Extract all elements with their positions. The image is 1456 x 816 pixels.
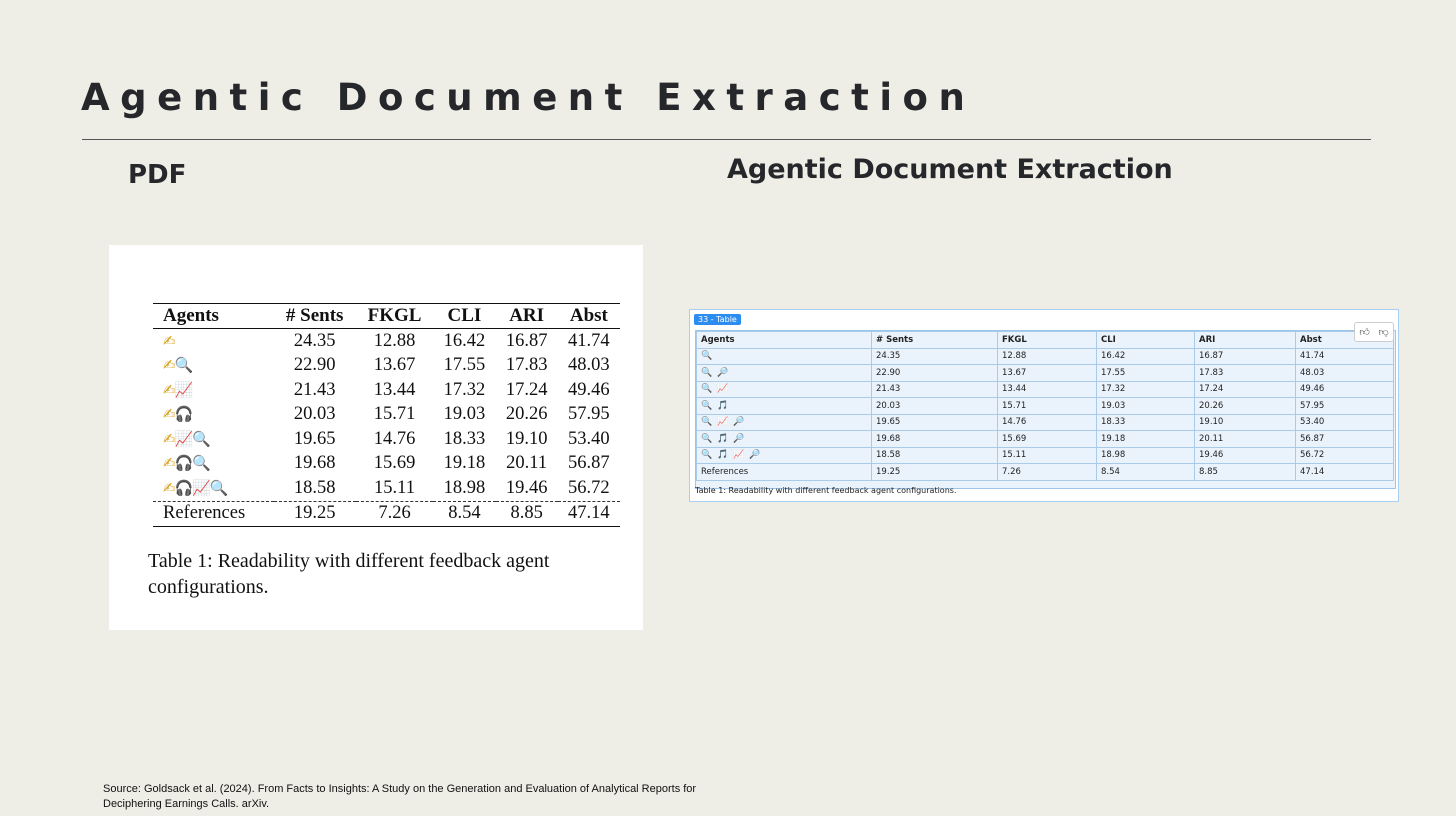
ade-value-cell: 17.32 bbox=[1097, 381, 1195, 398]
pdf-table-row bbox=[153, 329, 620, 354]
ade-value-cell: 19.10 bbox=[1195, 414, 1296, 431]
ade-value-cell: 21.43 bbox=[872, 381, 998, 398]
ade-agents-cell bbox=[697, 431, 872, 448]
pdf-value-cell: 8.54 bbox=[448, 503, 481, 524]
pdf-agent-icons: ✍📈 bbox=[163, 380, 193, 399]
pdf-value-cell: 15.11 bbox=[374, 477, 415, 498]
ade-value-cell: 7.26 bbox=[998, 464, 1097, 481]
pdf-value-cell: 48.03 bbox=[568, 355, 610, 376]
title-divider bbox=[82, 139, 1371, 140]
feedback-buttons bbox=[1354, 322, 1394, 342]
pdf-heading: PDF bbox=[128, 160, 187, 190]
source-citation: Source: Goldsack et al. (2024). From Facts to Insights: A Study on the Generation and Evaluation of Analytical Reports for Deciphering Earnings Calls. arXiv. bbox=[103, 783, 697, 810]
pdf-agent-icons: ✍📈🔍 bbox=[163, 429, 210, 448]
pdf-table-row bbox=[153, 354, 620, 379]
pdf-value-cell: 8.85 bbox=[510, 503, 543, 524]
pdf-table-caption: Table 1: Readability with different feedback agent configurations. bbox=[148, 550, 550, 598]
ade-value-cell: 19.68 bbox=[872, 431, 998, 448]
pdf-value-cell: 18.58 bbox=[293, 477, 336, 498]
ade-value-cell: 47.14 bbox=[1296, 464, 1394, 481]
pdf-value-cell: 13.44 bbox=[373, 379, 416, 400]
ade-value-cell: 18.33 bbox=[1097, 414, 1195, 431]
ade-table-row bbox=[697, 464, 1394, 481]
ade-row-label: References bbox=[701, 466, 749, 477]
ade-col-header: # Sents bbox=[872, 332, 998, 349]
pdf-agent-icons: ✍🔍 bbox=[163, 356, 193, 375]
ade-value-cell: 19.65 bbox=[872, 414, 998, 431]
pdf-value-cell: 21.43 bbox=[293, 379, 336, 400]
ade-value-cell: 48.03 bbox=[1296, 365, 1394, 382]
ade-value-cell: 19.03 bbox=[1097, 398, 1195, 415]
pdf-value-cell: 17.83 bbox=[505, 355, 548, 376]
ade-value-cell: 53.40 bbox=[1296, 414, 1394, 431]
ade-agents-cell bbox=[697, 464, 872, 481]
pdf-value-cell: 19.18 bbox=[443, 453, 486, 474]
pdf-table-row bbox=[153, 378, 620, 403]
ade-table-caption: Table 1: Readability with different feedback agent configurations. bbox=[695, 486, 957, 495]
ade-agent-icons: 🔍 🎵 🔎 bbox=[701, 433, 746, 444]
pdf-col-header: # Sents bbox=[285, 305, 344, 326]
ade-value-cell: 19.46 bbox=[1195, 447, 1296, 464]
thumbs-down-icon[interactable]: 👎︎ bbox=[1378, 327, 1389, 338]
pdf-table-row bbox=[153, 452, 620, 477]
ade-value-cell: 8.85 bbox=[1195, 464, 1296, 481]
pdf-agents-cell bbox=[153, 452, 274, 477]
ade-value-cell: 15.11 bbox=[998, 447, 1097, 464]
pdf-image-panel bbox=[109, 245, 643, 630]
pdf-table-row bbox=[153, 427, 620, 452]
ade-table-row bbox=[697, 365, 1394, 382]
ade-value-cell: 18.58 bbox=[872, 447, 998, 464]
pdf-col-header: Agents bbox=[163, 305, 219, 326]
ade-agents-cell bbox=[697, 398, 872, 415]
ade-table-header-row bbox=[697, 332, 1394, 349]
ade-col-header: FKGL bbox=[998, 332, 1097, 349]
pdf-value-cell: 17.55 bbox=[443, 355, 486, 376]
pdf-agents-cell bbox=[153, 476, 274, 501]
pdf-agent-icons: ✍🎧📈🔍 bbox=[163, 478, 228, 497]
pdf-value-cell: 18.98 bbox=[443, 477, 486, 498]
ade-agent-icons: 🔍 bbox=[701, 351, 714, 362]
ade-value-cell: 20.26 bbox=[1195, 398, 1296, 415]
pdf-agents-cell bbox=[153, 501, 274, 527]
pdf-table-header-row bbox=[153, 304, 620, 329]
pdf-value-cell: 53.40 bbox=[568, 428, 610, 449]
ade-col-header: Agents bbox=[697, 332, 872, 349]
pdf-agents-cell bbox=[153, 329, 274, 354]
ade-table bbox=[696, 331, 1394, 481]
ade-agent-icons: 🔍 🔎 bbox=[701, 367, 730, 378]
pdf-agents-cell bbox=[153, 427, 274, 452]
pdf-value-cell: 56.87 bbox=[568, 453, 610, 474]
ade-agents-cell bbox=[697, 381, 872, 398]
thumbs-up-icon[interactable]: 👍︎ bbox=[1359, 327, 1370, 338]
ade-agent-icons: 🔍 📈 🔎 bbox=[701, 417, 746, 428]
pdf-value-cell: 19.68 bbox=[293, 453, 336, 474]
ade-value-cell: 57.95 bbox=[1296, 398, 1394, 415]
ade-col-header: Abst bbox=[1296, 332, 1394, 349]
ade-table-row bbox=[697, 381, 1394, 398]
ade-value-cell: 17.83 bbox=[1195, 365, 1296, 382]
ade-value-cell: 20.11 bbox=[1195, 431, 1296, 448]
pdf-value-cell: 57.95 bbox=[568, 404, 610, 425]
pdf-row-label: References bbox=[163, 503, 246, 524]
pdf-value-cell: 47.14 bbox=[568, 503, 610, 524]
pdf-agents-cell bbox=[153, 378, 274, 403]
pdf-col-header: FKGL bbox=[367, 305, 422, 326]
pdf-value-cell: 22.90 bbox=[293, 355, 336, 376]
ade-value-cell: 18.98 bbox=[1097, 447, 1195, 464]
pdf-value-cell: 17.24 bbox=[505, 379, 548, 400]
pdf-value-cell: 12.88 bbox=[373, 330, 416, 351]
pdf-agents-cell bbox=[153, 403, 274, 428]
pdf-table-row bbox=[153, 403, 620, 428]
pdf-value-cell: 17.32 bbox=[443, 379, 486, 400]
ade-table-row bbox=[697, 414, 1394, 431]
ade-output-panel bbox=[689, 309, 1399, 502]
ade-value-cell: 41.74 bbox=[1296, 348, 1394, 365]
pdf-table-row bbox=[153, 501, 620, 527]
ade-value-cell: 12.88 bbox=[998, 348, 1097, 365]
ade-agents-cell bbox=[697, 365, 872, 382]
pdf-table-row bbox=[153, 476, 620, 501]
ade-heading: Agentic Document Extraction bbox=[727, 154, 1173, 185]
ade-table-row bbox=[697, 447, 1394, 464]
pdf-value-cell: 49.46 bbox=[568, 379, 610, 400]
pdf-value-cell: 15.69 bbox=[373, 453, 416, 474]
ade-value-cell: 17.24 bbox=[1195, 381, 1296, 398]
ade-table-row bbox=[697, 398, 1394, 415]
pdf-agent-icons: ✍ bbox=[163, 331, 175, 350]
ade-value-cell: 14.76 bbox=[998, 414, 1097, 431]
ade-agent-icons: 🔍 🎵 📈 🔎 bbox=[701, 450, 762, 461]
pdf-value-cell: 19.10 bbox=[505, 428, 548, 449]
ade-value-cell: 16.42 bbox=[1097, 348, 1195, 365]
ade-col-header: ARI bbox=[1195, 332, 1296, 349]
pdf-value-cell: 14.76 bbox=[373, 428, 416, 449]
pdf-value-cell: 16.87 bbox=[505, 330, 548, 351]
ade-value-cell: 56.72 bbox=[1296, 447, 1394, 464]
ade-value-cell: 15.69 bbox=[998, 431, 1097, 448]
ade-value-cell: 19.18 bbox=[1097, 431, 1195, 448]
pdf-col-header: CLI bbox=[447, 305, 482, 326]
pdf-value-cell: 56.72 bbox=[568, 477, 610, 498]
ade-value-cell: 17.55 bbox=[1097, 365, 1195, 382]
pdf-value-cell: 19.03 bbox=[443, 404, 486, 425]
ade-value-cell: 49.46 bbox=[1296, 381, 1394, 398]
ade-agent-icons: 🔍 🎵 bbox=[701, 400, 730, 411]
pdf-value-cell: 18.33 bbox=[443, 428, 486, 449]
ade-agents-cell bbox=[697, 414, 872, 431]
ade-agents-cell bbox=[697, 348, 872, 365]
pdf-value-cell: 19.25 bbox=[293, 503, 336, 524]
ade-table-row bbox=[697, 348, 1394, 365]
pdf-col-header: ARI bbox=[509, 305, 545, 326]
ade-value-cell: 20.03 bbox=[872, 398, 998, 415]
pdf-agents-cell bbox=[153, 354, 274, 379]
pdf-table bbox=[153, 303, 620, 527]
ade-table-chunk[interactable] bbox=[695, 330, 1396, 489]
ade-value-cell: 56.87 bbox=[1296, 431, 1394, 448]
pdf-value-cell: 15.71 bbox=[373, 404, 416, 425]
pdf-value-cell: 41.74 bbox=[568, 330, 610, 351]
chunk-badge[interactable]: 33 - Table bbox=[694, 314, 741, 325]
pdf-value-cell: 13.67 bbox=[373, 355, 416, 376]
pdf-value-cell: 19.65 bbox=[293, 428, 336, 449]
ade-col-header: CLI bbox=[1097, 332, 1195, 349]
pdf-value-cell: 20.26 bbox=[505, 404, 548, 425]
pdf-value-cell: 20.11 bbox=[506, 453, 548, 474]
pdf-value-cell: 7.26 bbox=[378, 503, 411, 524]
ade-value-cell: 13.44 bbox=[998, 381, 1097, 398]
ade-agent-icons: 🔍 📈 bbox=[701, 384, 730, 395]
pdf-agent-icons: ✍🎧 bbox=[163, 405, 193, 424]
ade-value-cell: 13.67 bbox=[998, 365, 1097, 382]
ade-value-cell: 15.71 bbox=[998, 398, 1097, 415]
pdf-value-cell: 19.46 bbox=[505, 477, 548, 498]
ade-table-row bbox=[697, 431, 1394, 448]
ade-value-cell: 8.54 bbox=[1097, 464, 1195, 481]
ade-value-cell: 24.35 bbox=[872, 348, 998, 365]
pdf-value-cell: 20.03 bbox=[293, 404, 336, 425]
ade-value-cell: 19.25 bbox=[872, 464, 998, 481]
pdf-agent-icons: ✍🎧🔍 bbox=[163, 454, 210, 473]
slide-title: Agentic Document Extraction bbox=[81, 76, 976, 119]
pdf-value-cell: 16.42 bbox=[443, 330, 486, 351]
pdf-value-cell: 24.35 bbox=[293, 330, 336, 351]
ade-value-cell: 22.90 bbox=[872, 365, 998, 382]
ade-agents-cell bbox=[697, 447, 872, 464]
pdf-col-header: Abst bbox=[569, 305, 608, 326]
ade-value-cell: 16.87 bbox=[1195, 348, 1296, 365]
